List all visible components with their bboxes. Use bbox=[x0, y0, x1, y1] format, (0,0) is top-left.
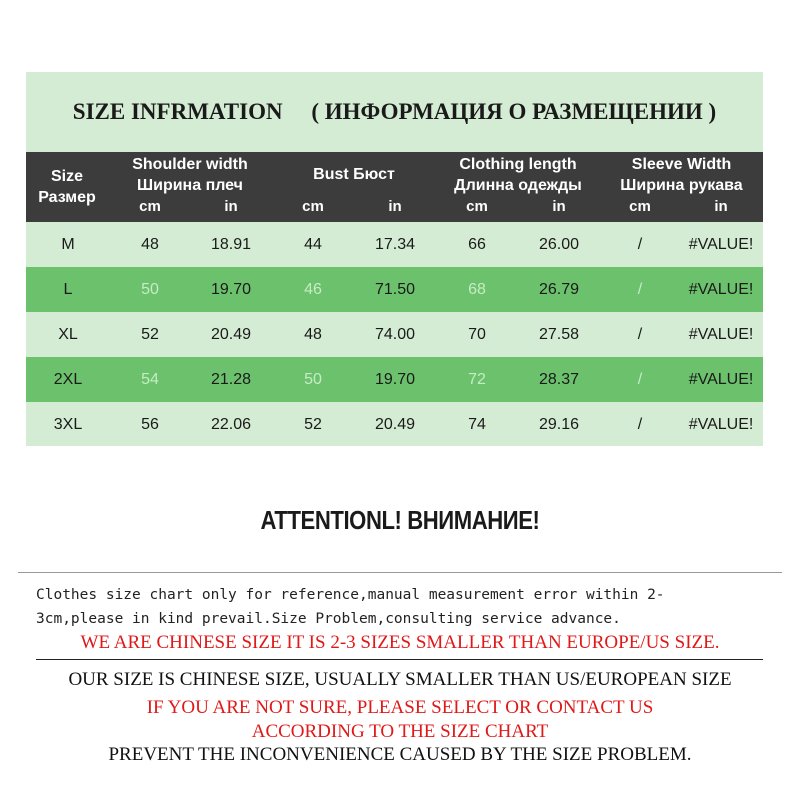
shoulder-in-cell: 18.91 bbox=[210, 235, 252, 253]
unit-label: cm bbox=[629, 198, 651, 215]
attention-heading: ATTENTIONL! ВНИМАНИЕ! bbox=[260, 505, 540, 535]
note-line: Clothes size chart only for reference,manual measurement error within 2- bbox=[36, 587, 665, 603]
length-in-cell: 26.79 bbox=[538, 280, 580, 298]
shoulder-in-cell: 20.49 bbox=[210, 325, 252, 343]
our-size-notice: OUR SIZE IS CHINESE SIZE, USUALLY SMALLER THAN US/EUROPEAN SIZE bbox=[68, 669, 732, 690]
shoulder-in-cell: 22.06 bbox=[210, 415, 252, 433]
shoulder-cm-cell: 52 bbox=[141, 325, 159, 343]
unit-label: in bbox=[388, 198, 402, 215]
sleeve-cm-cell: / bbox=[637, 370, 643, 388]
bust-cm-cell: 50 bbox=[304, 370, 322, 388]
size-cell: 2XL bbox=[53, 370, 83, 388]
length-cm-cell: 72 bbox=[468, 370, 486, 388]
disclaimer-note bbox=[36, 583, 766, 631]
prevent-notice: PREVENT THE INCONVENIENCE CAUSED BY THE SIZE PROBLEM. bbox=[108, 744, 692, 765]
table-row bbox=[26, 312, 763, 357]
not-sure-notice: IF YOU ARE NOT SURE, PLEASE SELECT OR CONTACT US bbox=[146, 697, 654, 718]
shoulder-in-cell: 21.28 bbox=[210, 370, 252, 388]
table-row bbox=[26, 267, 763, 312]
divider bbox=[36, 659, 763, 660]
note-line: 3cm,please in kind prevail.Size Problem,consulting service advance. bbox=[36, 611, 621, 627]
sleeve-in-cell: #VALUE! bbox=[688, 415, 754, 433]
size-chart-notice: ACCORDING TO THE SIZE CHART bbox=[251, 721, 549, 742]
size-cell: XL bbox=[58, 325, 78, 343]
sleeve-in-cell: #VALUE! bbox=[688, 235, 754, 253]
unit-label: in bbox=[224, 198, 238, 215]
table-row bbox=[26, 222, 763, 267]
bust-cm-cell: 52 bbox=[304, 415, 322, 433]
length-cm-cell: 74 bbox=[468, 415, 486, 433]
length-in-cell: 28.37 bbox=[538, 370, 580, 388]
bust-cm-cell: 46 bbox=[304, 280, 322, 298]
sleeve-cm-cell: / bbox=[637, 415, 643, 433]
size-cell: 3XL bbox=[53, 415, 83, 433]
bust-cm-cell: 44 bbox=[304, 235, 322, 253]
bust-cm-cell: 48 bbox=[304, 325, 322, 343]
length-in-cell: 27.58 bbox=[538, 325, 580, 343]
length-in-cell: 29.16 bbox=[538, 415, 580, 433]
table-header bbox=[26, 152, 763, 222]
sleeve-in-cell: #VALUE! bbox=[688, 325, 754, 343]
size-chart bbox=[26, 72, 763, 446]
size-cell: L bbox=[63, 280, 73, 298]
unit-label: cm bbox=[139, 198, 161, 215]
unit-label: in bbox=[714, 198, 728, 215]
chinese-size-warning: WE ARE CHINESE SIZE IT IS 2-3 SIZES SMALLER THAN EUROPE/US SIZE. bbox=[80, 632, 720, 653]
unit-label: cm bbox=[466, 198, 488, 215]
shoulder-cm-cell: 48 bbox=[141, 235, 159, 253]
header-sleeve: Sleeve Width Ширина рукава bbox=[620, 156, 743, 194]
length-cm-cell: 66 bbox=[468, 235, 486, 253]
sleeve-in-cell: #VALUE! bbox=[688, 370, 754, 388]
bust-in-cell: 19.70 bbox=[374, 370, 416, 388]
shoulder-cm-cell: 50 bbox=[141, 280, 159, 298]
chart-title: SIZE INFRMATION ( ИНФОРМАЦИЯ О РАЗМЕЩЕНИИ ) bbox=[72, 99, 717, 124]
table-row bbox=[26, 357, 763, 402]
bust-in-cell: 74.00 bbox=[374, 325, 416, 343]
sleeve-cm-cell: / bbox=[637, 235, 643, 253]
unit-label: cm bbox=[302, 198, 324, 215]
shoulder-in-cell: 19.70 bbox=[210, 280, 252, 298]
unit-label: in bbox=[552, 198, 566, 215]
shoulder-cm-cell: 56 bbox=[141, 415, 159, 433]
divider bbox=[18, 572, 782, 573]
length-in-cell: 26.00 bbox=[538, 235, 580, 253]
bust-in-cell: 20.49 bbox=[374, 415, 416, 433]
header-length: Clothing length Длинна одежды bbox=[454, 156, 582, 194]
bust-in-cell: 17.34 bbox=[374, 235, 416, 253]
shoulder-cm-cell: 54 bbox=[141, 370, 159, 388]
header-size: Size Размер bbox=[38, 168, 96, 206]
table-row bbox=[26, 402, 763, 447]
sleeve-cm-cell: / bbox=[637, 280, 643, 298]
length-cm-cell: 68 bbox=[468, 280, 486, 298]
length-cm-cell: 70 bbox=[468, 325, 486, 343]
sleeve-in-cell: #VALUE! bbox=[688, 280, 754, 298]
size-cell: M bbox=[61, 235, 75, 253]
sleeve-cm-cell: / bbox=[637, 325, 643, 343]
bust-in-cell: 71.50 bbox=[374, 280, 416, 298]
header-bust: Bust Бюст bbox=[313, 166, 395, 183]
header-shoulder: Shoulder width Ширина плеч bbox=[132, 156, 248, 194]
